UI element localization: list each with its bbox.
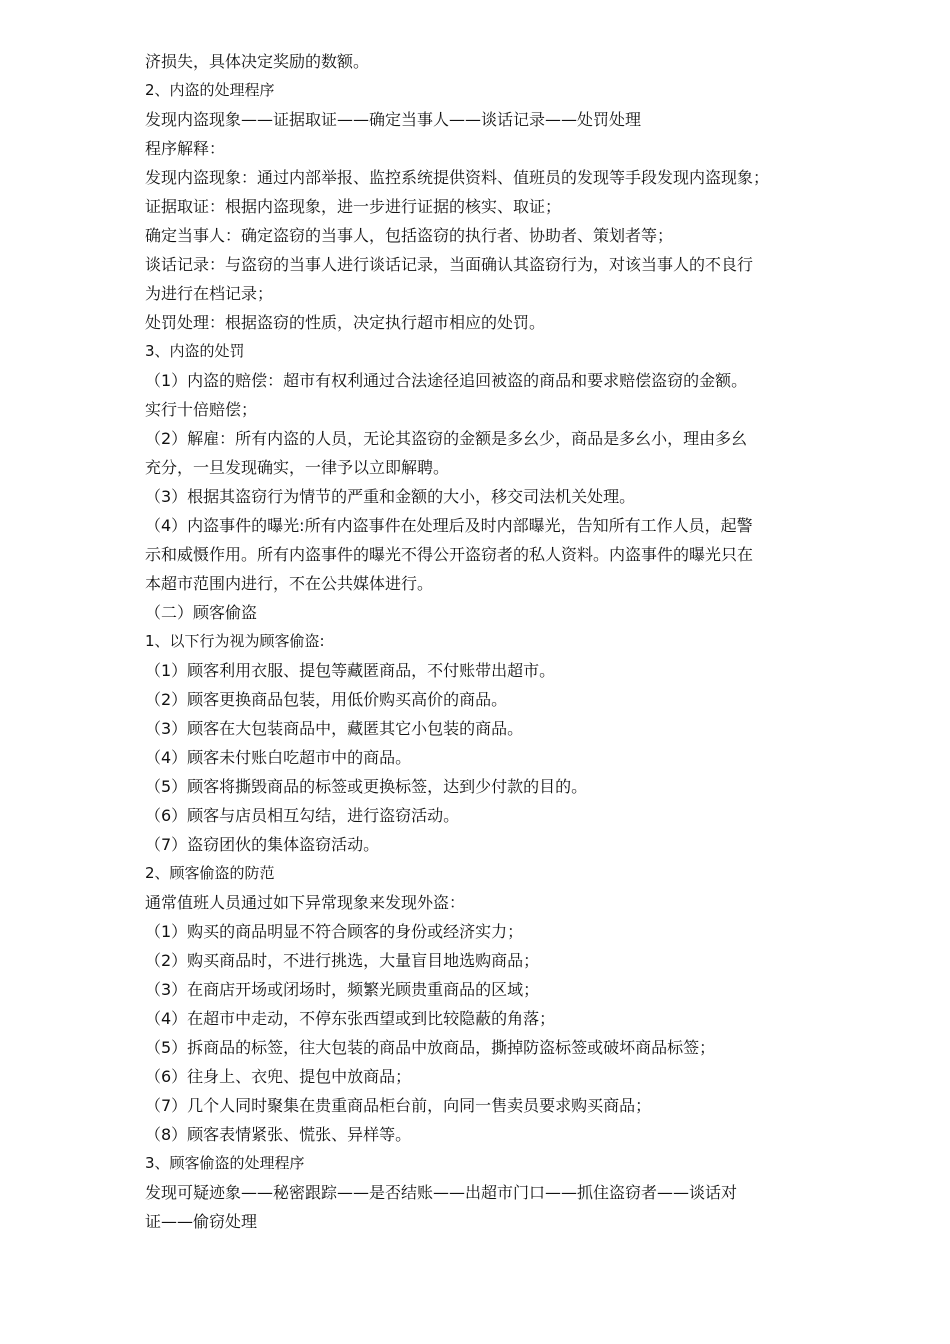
list-item: （4）在超市中走动，不停东张西望或到比较隐蔽的角落； bbox=[145, 1009, 556, 1028]
list-item: （7）几个人同时聚集在贵重商品柜台前，向同一售卖员要求购买商品； bbox=[145, 1096, 652, 1115]
list-item: （2）购买商品时，不进行挑选，大量盲目地选购商品； bbox=[145, 951, 540, 970]
text-line: 示和威慑作用。所有内盗事件的曝光不得公开盗窃者的私人资料。内盗事件的曝光只在 bbox=[145, 545, 754, 564]
list-item: （6）顾客与店员相互勾结，进行盗窃活动。 bbox=[145, 806, 460, 825]
section-heading: 3、顾客偷盗的处理程序 bbox=[145, 1154, 305, 1172]
list-item: （5）顾客将撕毁商品的标签或更换标签，达到少付款的目的。 bbox=[145, 777, 588, 796]
list-item: （4）顾客未付账白吃超市中的商品。 bbox=[145, 748, 412, 767]
list-item: （3）根据其盗窃行为情节的严重和金额的大小，移交司法机关处理。 bbox=[145, 487, 636, 506]
text-line: 证据取证：根据内盗现象，进一步进行证据的核实、取证； bbox=[145, 197, 562, 216]
text-line: 程序解释： bbox=[145, 139, 226, 158]
list-item: （2）顾客更换商品包装，用低价购买高价的商品。 bbox=[145, 690, 508, 709]
subsection-title: （二）顾客偷盗 bbox=[145, 603, 258, 622]
list-item: （6）往身上、衣兜、提包中放商品； bbox=[145, 1067, 412, 1086]
text-line: 充分，一旦发现确实，一律予以立即解聘。 bbox=[145, 458, 450, 477]
document-page bbox=[145, 47, 905, 1236]
list-item: （3）在商店开场或闭场时，频繁光顾贵重商品的区域； bbox=[145, 980, 540, 999]
section-heading: 1、以下行为视为顾客偷盗: bbox=[145, 632, 325, 650]
text-line: 为进行在档记录； bbox=[145, 284, 274, 303]
text-line: 发现内盗现象——证据取证——确定当事人——谈话记录——处罚处理 bbox=[145, 110, 642, 129]
section-heading: 2、顾客偷盗的防范 bbox=[145, 864, 275, 882]
text-line: 谈话记录：与盗窃的当事人进行谈话记录，当面确认其盗窃行为，对该当事人的不良行 bbox=[145, 255, 754, 274]
text-line: 处罚处理：根据盗窃的性质，决定执行超市相应的处罚。 bbox=[145, 313, 546, 332]
text-line: 通常值班人员通过如下异常现象来发现外盗： bbox=[145, 893, 466, 912]
text-line: 实行十倍赔偿； bbox=[145, 400, 258, 419]
list-item: （5）拆商品的标签，往大包装的商品中放商品，撕掉防盗标签或破坏商品标签； bbox=[145, 1038, 716, 1057]
list-item: （7）盗窃团伙的集体盗窃活动。 bbox=[145, 835, 380, 854]
list-item: （8）顾客表情紧张、慌张、异样等。 bbox=[145, 1125, 412, 1144]
section-heading: 3、内盗的处罚 bbox=[145, 342, 245, 360]
list-item: （1）顾客利用衣服、提包等藏匿商品，不付账带出超市。 bbox=[145, 661, 556, 680]
section-heading: 2、内盗的处理程序 bbox=[145, 81, 275, 99]
text-line: 证——偷窃处理 bbox=[145, 1212, 258, 1231]
list-item: （4）内盗事件的曝光:所有内盗事件在处理后及时内部曝光，告知所有工作人员，起警 bbox=[145, 516, 753, 535]
list-item: （2）解雇：所有内盗的人员，无论其盗窃的金额是多幺少，商品是多幺小，理由多幺 bbox=[145, 429, 748, 448]
list-item: （3）顾客在大包装商品中，藏匿其它小包装的商品。 bbox=[145, 719, 524, 738]
text-line: 济损失，具体决定奖励的数额。 bbox=[145, 52, 370, 71]
text-line: 发现内盗现象：通过内部举报、监控系统提供资料、值班员的发现等手段发现内盗现象； bbox=[145, 168, 770, 187]
text-line: 确定当事人：确定盗窃的当事人，包括盗窃的执行者、协助者、策划者等； bbox=[145, 226, 674, 245]
text-line: 发现可疑迹象——秘密跟踪——是否结账——出超市门口——抓住盗窃者——谈话对 bbox=[145, 1183, 738, 1202]
list-item: （1）内盗的赔偿：超市有权利通过合法途径追回被盗的商品和要求赔偿盗窃的金额。 bbox=[145, 371, 748, 390]
list-item: （1）购买的商品明显不符合顾客的身份或经济实力； bbox=[145, 922, 524, 941]
text-line: 本超市范围内进行，不在公共媒体进行。 bbox=[145, 574, 434, 593]
